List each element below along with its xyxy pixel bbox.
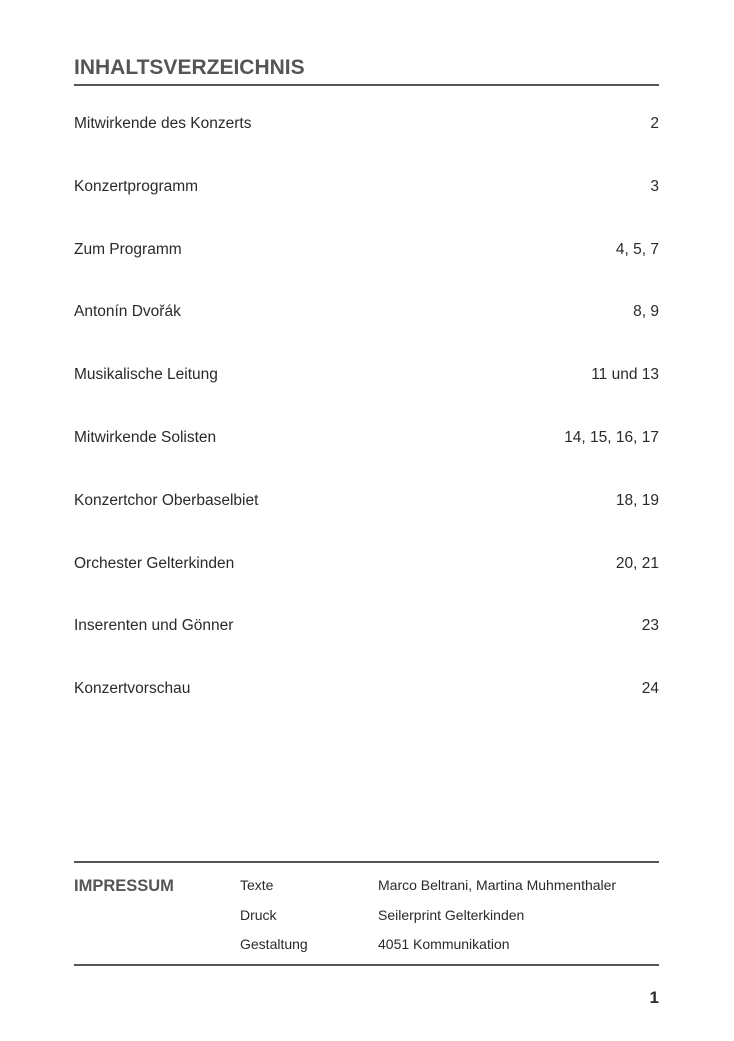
toc-entry-pages: 24 bbox=[641, 680, 659, 698]
impressum-row bbox=[240, 877, 616, 907]
toc-entry-label: Antonín Dvořák bbox=[74, 303, 181, 321]
toc-entry bbox=[74, 680, 659, 743]
table-of-contents bbox=[74, 115, 659, 743]
toc-entry bbox=[74, 366, 659, 429]
impressum-row bbox=[240, 936, 616, 966]
toc-entry-label: Konzertvorschau bbox=[74, 680, 191, 698]
toc-entry-pages: 18, 19 bbox=[615, 491, 659, 509]
toc-entry-pages: 2 bbox=[650, 115, 659, 132]
toc-entry-pages: 11 und 13 bbox=[591, 366, 659, 384]
toc-entry-pages: 23 bbox=[641, 617, 659, 635]
toc-entry-label: Inserenten und Gönner bbox=[74, 617, 234, 635]
impressum-label: Druck bbox=[240, 906, 277, 923]
impressum-bottom-divider bbox=[74, 964, 659, 966]
toc-entry-label: Orchester Gelterkinden bbox=[74, 554, 235, 572]
impressum-row bbox=[240, 907, 616, 937]
impressum-value: Seilerprint Gelterkinden bbox=[378, 906, 525, 923]
toc-entry bbox=[74, 241, 659, 304]
toc-entry-label: Musikalische Leitung bbox=[74, 366, 218, 384]
toc-entry-pages: 14, 15, 16, 17 bbox=[564, 428, 659, 446]
toc-entry bbox=[74, 178, 659, 241]
toc-entry bbox=[74, 555, 659, 618]
toc-entry-label: Konzertprogramm bbox=[74, 177, 199, 195]
toc-entry-pages: 3 bbox=[650, 177, 659, 195]
toc-entry-pages: 20, 21 bbox=[615, 554, 659, 572]
toc-entry bbox=[74, 303, 659, 366]
page-number: 1 bbox=[649, 988, 659, 1007]
toc-entry-label: Mitwirkende Solisten bbox=[74, 428, 217, 446]
impressum-label: Texte bbox=[240, 877, 274, 893]
toc-entry bbox=[74, 492, 659, 555]
toc-entry bbox=[74, 115, 659, 178]
impressum-label: Gestaltung bbox=[240, 936, 308, 952]
toc-entry bbox=[74, 429, 659, 492]
toc-entry-label: Mitwirkende des Konzerts bbox=[74, 115, 252, 132]
impressum-top-divider bbox=[74, 861, 659, 863]
page-title: INHALTSVERZEICHNIS bbox=[74, 56, 305, 79]
impressum-value: 4051 Kommunikation bbox=[378, 936, 510, 952]
impressum-title: IMPRESSUM bbox=[74, 877, 174, 895]
impressum-table bbox=[240, 877, 616, 966]
toc-entry-pages: 8, 9 bbox=[633, 303, 659, 321]
toc-entry-label: Zum Programm bbox=[74, 240, 182, 258]
title-divider bbox=[74, 84, 659, 86]
impressum-value: Marco Beltrani, Martina Muhmenthaler bbox=[378, 877, 617, 893]
toc-entry-pages: 4, 5, 7 bbox=[615, 240, 659, 258]
toc-entry-label: Konzertchor Oberbaselbiet bbox=[74, 491, 259, 509]
toc-entry bbox=[74, 617, 659, 680]
